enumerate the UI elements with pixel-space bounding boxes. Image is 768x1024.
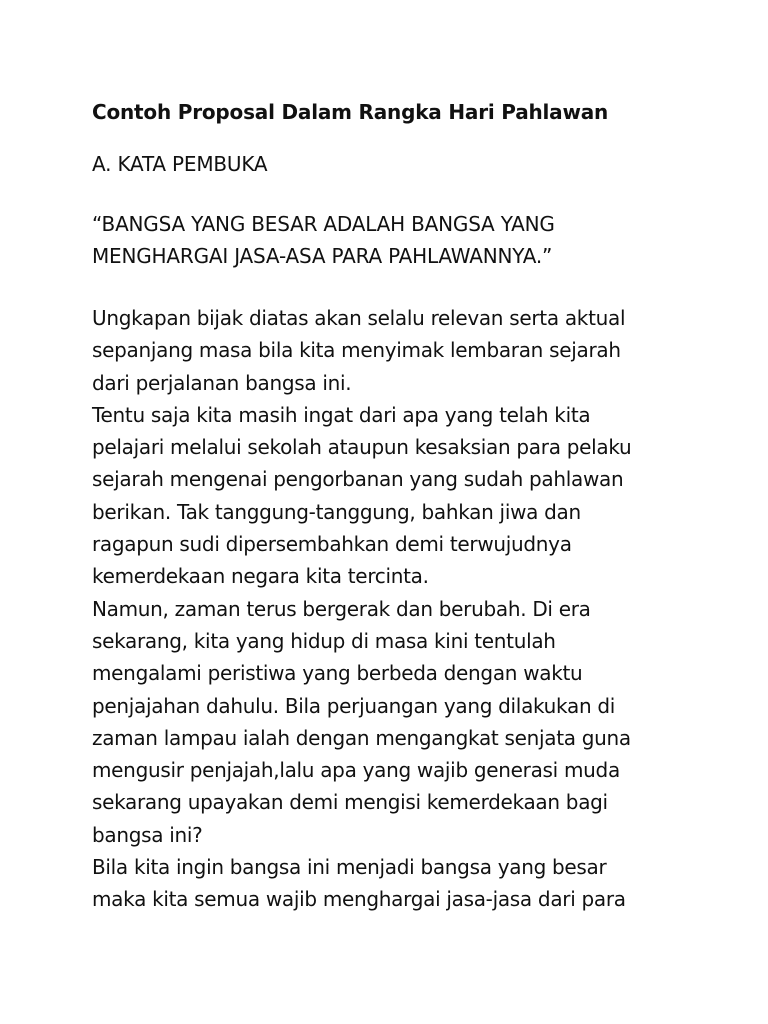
text-line: sekarang, kita yang hidup di masa kini tentulah <box>92 628 556 653</box>
text-line: Ungkapan bijak diatas akan selalu relevan serta aktual <box>92 306 626 330</box>
document-page <box>92 96 732 916</box>
text-line: zaman lampau ialah dengan mengangkat senjata guna <box>92 725 631 750</box>
quote-line: MENGHARGAI JASA-ASA PARA PAHLAWANNYA.” <box>92 244 553 268</box>
paragraph <box>92 399 732 593</box>
quote-line: “BANGSA YANG BESAR ADALAH BANGSA YANG <box>92 212 555 236</box>
text-line: penjajahan dahulu. Bila perjuangan yang dilakukan di <box>92 693 616 718</box>
text-line: sepanjang masa bila kita menyimak lembaran sejarah <box>92 338 621 363</box>
text-line: bangsa ini? <box>92 822 203 847</box>
paragraph <box>92 593 732 851</box>
text-line: Bila kita ingin bangsa ini menjadi bangsa yang besar <box>92 855 607 880</box>
text-line: Namun, zaman terus bergerak dan berubah. Di era <box>92 596 591 621</box>
text-line: mengusir penjajah,lalu apa yang wajib generasi muda <box>92 758 620 783</box>
paragraph <box>92 302 732 399</box>
text-line: ragapun sudi dipersembahkan demi terwujudnya <box>92 532 572 557</box>
text-line: sekarang upayakan demi mengisi kemerdekaan bagi <box>92 790 608 815</box>
body-text <box>92 302 732 916</box>
section-heading: A. KATA PEMBUKA <box>92 152 268 176</box>
text-line: kemerdekaan negara kita tercinta. <box>92 564 429 589</box>
text-line: mengalami peristiwa yang berbeda dengan waktu <box>92 661 583 686</box>
document-title: Contoh Proposal Dalam Rangka Hari Pahlawan <box>92 100 609 124</box>
text-line: maka kita semua wajib menghargai jasa-jasa dari para <box>92 887 626 912</box>
text-line: sejarah mengenai pengorbanan yang sudah pahlawan <box>92 467 624 492</box>
text-line: pelajari melalui sekolah ataupun kesaksian para pelaku <box>92 435 632 460</box>
text-line: dari perjalanan bangsa ini. <box>92 370 352 395</box>
paragraph <box>92 851 732 916</box>
text-line: Tentu saja kita masih ingat dari apa yang telah kita <box>92 402 591 427</box>
quote <box>92 208 732 272</box>
text-line: berikan. Tak tanggung-tanggung, bahkan jiwa dan <box>92 499 581 524</box>
